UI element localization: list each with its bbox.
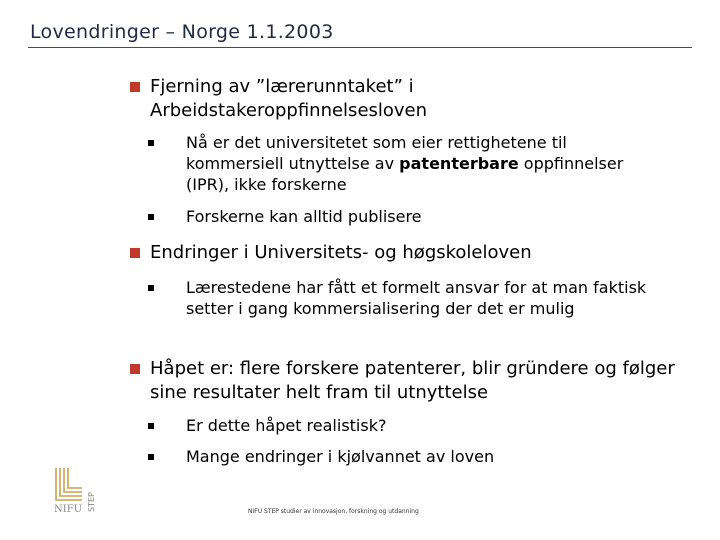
svg-text:STEP: STEP (87, 492, 96, 512)
sub-bullet-group-3b (128, 446, 688, 467)
sub-bullet-item (148, 277, 666, 319)
bullet-item (128, 241, 688, 265)
sub-bullet-group-1a (128, 132, 688, 195)
sub-bullet-item (148, 132, 666, 195)
sub-bullet-group-1b (128, 206, 688, 227)
sub-bullet-text: Mange endringer i kjølvannet av loven (186, 447, 495, 466)
title-divider (28, 47, 692, 48)
sub-bullet-text: Lærestedene har fått et formelt ansvar for at man faktisk setter i gang kommersialisering der det er mulig (186, 278, 647, 318)
bullet-group-1 (128, 75, 688, 123)
sub-bullet-square-icon (148, 423, 154, 429)
sub-bullet-text-before: Nå er det universitetet som eier rettighetene til kommersiell utnyttelse av (186, 133, 567, 173)
nifu-step-logo-icon (52, 466, 104, 516)
sub-bullet-text-after: oppfinnelser (IPR), ikke forskerne (186, 154, 624, 194)
sub-bullet-square-icon (148, 214, 154, 220)
footer-text: NIFU STEP studier av innovasjon, forskning og utdanning (248, 508, 419, 515)
bullet-square-icon (130, 82, 140, 92)
bullet-group-3 (128, 357, 688, 405)
sub-bullet-square-icon (148, 454, 154, 460)
bullet-text: Endringer i Universitets- og høgskoleloven (150, 242, 532, 263)
nifu-step-logo (52, 466, 104, 516)
sub-bullet-square-icon (148, 285, 154, 291)
bullet-item (128, 357, 688, 405)
bullet-square-icon (130, 248, 140, 258)
svg-text:NIFU: NIFU (54, 504, 83, 515)
sub-bullet-text-bold: patenterbare (399, 154, 519, 173)
sub-bullet-text: Er dette håpet realistisk? (186, 416, 387, 435)
sub-bullet-square-icon (148, 140, 154, 146)
sub-bullet-item (148, 415, 666, 436)
sub-bullet-group-3a (128, 415, 688, 436)
bullet-square-icon (130, 364, 140, 374)
bullet-item (128, 75, 688, 123)
slide-title: Lovendringer – Norge 1.1.2003 (30, 21, 334, 43)
bullet-text: Håpet er: flere forskere patenterer, blir gründere og følger sine resultater helt fram til utnyttelse (150, 358, 675, 403)
bullet-text: Fjerning av ”lærerunntaket” i Arbeidstakeroppfinnelsesloven (150, 76, 428, 121)
sub-bullet-item (148, 446, 666, 467)
sub-bullet-item (148, 206, 666, 227)
sub-bullet-text: Forskerne kan alltid publisere (186, 207, 422, 226)
bullet-group-2 (128, 241, 688, 265)
sub-bullet-group-2a (128, 277, 688, 319)
